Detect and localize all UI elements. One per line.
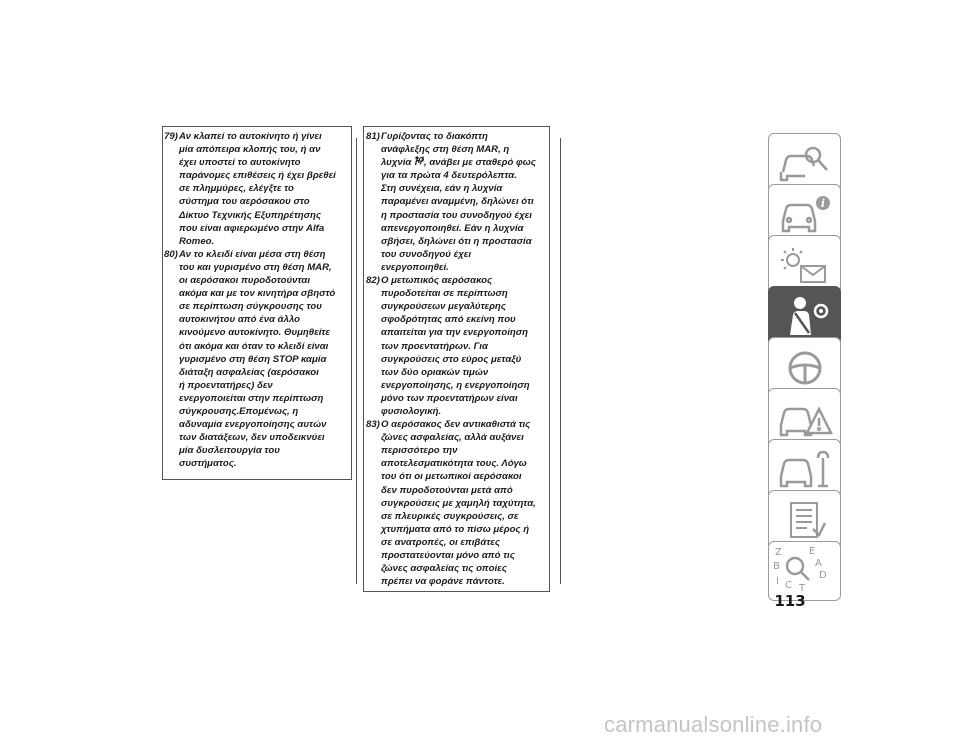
index-letter: Z [775,547,782,558]
watermark: carmanualsonline.info [604,712,823,737]
note-text: Ο αερόσακος δεν αντικαθιστά τις ζώνες ασφαλείας, αλλά αυξάνει περισσότερο την αποτελεσματικότητα τους. Λόγω του ότι οι μετωπικοί αερόσακοι δεν πυροδοτούνται μετά από συγκρούσεις με χαμηλή ταχύτητα, σε πλευρικές συγκρούσεις, σε χτυπήματα από το πίσω μέρος ή σε ανατροπές, οι επιβάτες προστατεύονται μόνο από τις ζώνες ασφαλείας τις οποίες πρέπει να φοράνε πάντοτε. [381,419,536,588]
index-letter: A [815,558,822,569]
note-number: 80) [164,248,178,260]
note-83 [367,418,546,588]
index-letter: E [809,546,816,557]
page-number: 113 [774,592,806,610]
note-82 [367,274,546,418]
index-letter: D [819,570,827,581]
note-text: Αν το κλειδί είναι μέσα στη θέση του και γυρισμένο στη θέση MAR, οι αερόσακοι πυροδοτούνται ακόμα και με τον κινητήρα σβηστό σε περίπτωση σύγκρουσης του αυτοκινήτου από ένα άλλο κινούμενο αυτοκίνητο. Θυμηθείτε ότι ακόμα και όταν το κλειδί είναι γυρισμένο στη θέση STOP καμία διάταξη ασφαλείας (αερόσακοι ή προεντατήρες) δεν ενεργοποιείται στην περίπτωση σύγκρουσης.Επομένως, η αδυναμία ενεργοποίησης αυτών των διατάξεων, δεν υποδεικνύει μία δυσλειτουργία του συστήματος. [179,248,336,470]
note-number: 82) [366,275,380,287]
index-letter: T [799,583,806,594]
index-letter: C [785,580,792,591]
note-79 [165,130,348,248]
note-80 [165,248,348,471]
airbag-warning-lamp-icon [414,156,424,166]
notes-column-left [162,126,352,480]
note-text-after: , ανάβει με σταθερό φως για τα πρώτα 4 δευτερόλεπτα. Στη συνέχεια, εάν η λυχνία παραμένει αναμμένη, δηλώνει ότι η προστασία του συνοδηγού έχει απενεργοποιηθεί. Εάν η λυχνία σβήσει, δηλώνει ότι η προστασία του συνοδηγού έχει ενεργοποιηθεί. [381,157,536,273]
column-divider [356,138,357,584]
column-divider [560,138,561,584]
svg-text:i: i [820,197,826,210]
note-text-before: Γυρίζοντας το διακόπτη ανάφλεξης στη θέση MAR, η λυχνία [381,131,510,169]
note-number: 81) [366,131,380,142]
notes-column-right [363,126,550,592]
note-number: 79) [164,131,178,142]
note-text: Αν κλαπεί το αυτοκίνητο ή γίνει μία απόπειρα κλοπής του, ή αν έχει υποστεί το αυτοκίνητο παράνομες επιθέσεις ή έχει βρεθεί σε πλημμύρες, ελέγξτε το σύστημα του αερόσακου στο Δίκτυο Τεχνικής Εξυπηρέτησης που είναι αφιερωμένο στην Alfa Romeo. [179,131,336,247]
index-letter: B [773,561,780,572]
note-81 [367,130,546,274]
index-letter: I [776,576,779,587]
note-text: Ο μετωπικός αερόσακος πυροδοτείται σε περίπτωση συγκρούσεων μεγαλύτερης σφοδρότητας από εκείνη που απαιτείται για την ενεργοποίηση των προεντατήρων. Για συγκρούσεις στο εύρος μεταξύ των δύο οριακών τιμών ενεργοποίησης, η ενεργοποίηση μόνο των προεντατήρων είναι φυσιολογική. [381,275,530,417]
note-number: 83) [366,419,380,431]
